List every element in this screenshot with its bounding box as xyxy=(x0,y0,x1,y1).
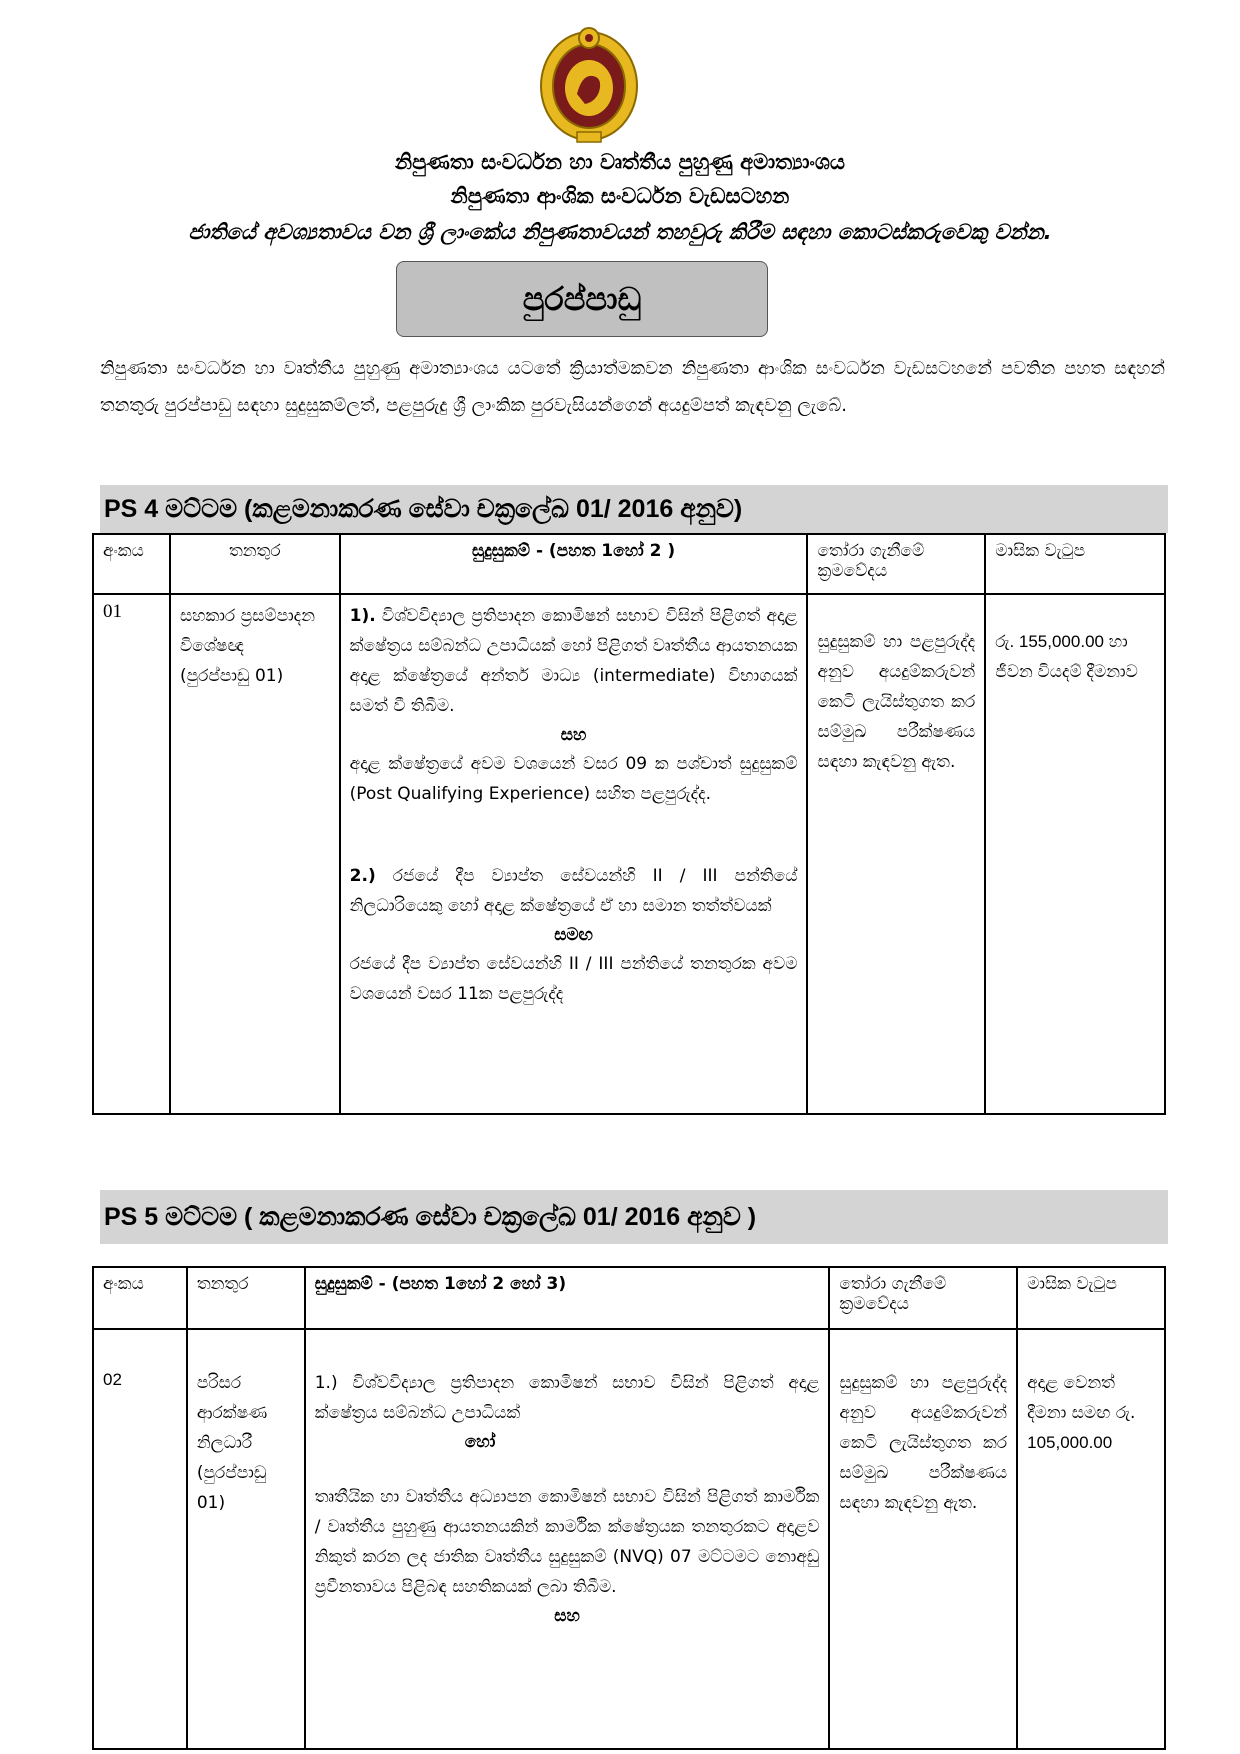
section1-band: PS 4 මට්ටම (කළමනාකරණ සේවා චක්‍රලේඛ 01/ 2016 අනුව) xyxy=(100,485,1168,533)
conjunction-and: සහ xyxy=(560,725,587,745)
slogan: ජාතියේ අවශ්‍යතාවය වන ශ්‍රී ලාංකේය නිපුණතාවයන් තහවුරු කිරීම සඳහා කොටස්කරුවෙකු වන්න. xyxy=(188,220,1052,244)
conjunction-and: සහ xyxy=(554,1606,580,1626)
col-post-header: තනතුර xyxy=(187,1267,305,1329)
qual1-text: විශ්වවිද්‍යාල ප්‍රතිපාදන කොමිෂන් සභාව විසින් පිළිගත් අදාළ ක්ෂේත්‍රය සම්බන්ධ උපාධියක් හෝ පිළිගත් වෘත්තීය ආයතනයක අදාළ ක්ෂේත්‍රයේ අන්තර් මාධ්‍ය (intermediate) විභාගයක් සමත් වී තිබීම. xyxy=(349,606,798,716)
qual1-number: 1). xyxy=(349,606,376,626)
qualification-cell xyxy=(305,1329,830,1749)
qual2-number: 2.) xyxy=(349,866,376,886)
qual2-text: රජයේ දීප ව්‍යාප්ත සේවයන්හි II / III පන්තියේ නිලධාරියෙකු හෝ අදාළ ක්ෂේත්‍රයේ ඒ හා සමාන තත්ත්වයක් xyxy=(349,866,798,916)
table-row xyxy=(93,1329,1165,1749)
vacancies-title xyxy=(396,261,768,337)
method-cell xyxy=(829,1329,1017,1749)
col-salary-header: මාසික වැටුප xyxy=(985,534,1165,594)
section2-band: PS 5 මට්ටම ( කළමනාකරණ සේවා චක්‍රලේඛ 01/ 2016 අනුව ) xyxy=(100,1190,1168,1244)
col-no-header: අංකය xyxy=(93,534,170,594)
col-no-header: අංකය xyxy=(93,1267,187,1329)
salary-cell xyxy=(1017,1329,1165,1749)
col-qual-header: සුදුසුකම් - (පහත 1හෝ 2 හෝ 3) xyxy=(305,1267,830,1329)
section2-header-row xyxy=(93,1267,1165,1329)
qual1b-text: තෘතීයික හා වෘත්තීය අධ්‍යාපන කොමිෂන් සභාව විසින් පිළිගත් කාර්මික / වෘත්තීය පුහුණු ආයතනයකින් කාර්මික ක්ෂේත්‍රයක තනතුරකට අදාළව නිකුත් කරන ලද ජාතික වෘත්තීය සුදුසුකම් (NVQ) 07 මට්ටමට නොඅඩු ප්‍රවීනතාවය පිළිබඳ සහතිකයක් ලබා තිබීම. xyxy=(314,1487,820,1597)
col-salary-header: මාසික වැටුප xyxy=(1017,1267,1165,1329)
qual1b-text: අදාළ ක්ෂේත්‍රයේ අවම වශයෙන් වසර 09 ක පශ්චාත් සුදුසුකම් (Post Qualifying Experience) සහිත පළපුරුද්ද. xyxy=(349,754,798,804)
qual1-number: 1.) xyxy=(314,1373,338,1393)
col-method-header: තෝරා ගැනීමේ ක්‍රමවේදය xyxy=(807,534,985,594)
qual1-text: විශ්වවිද්‍යාල ප්‍රතිපාදන කොමිෂන් සභාව විසින් පිළිගත් අදාළ ක්ෂේත්‍රය සම්බන්ධ උපාධියක් xyxy=(314,1373,820,1423)
col-post-header: තනතුර xyxy=(170,534,340,594)
col-method-header: තෝරා ගැනීමේ ක්‍රමවේදය xyxy=(829,1267,1017,1329)
conjunction-or: හෝ xyxy=(464,1432,496,1452)
post-cell xyxy=(170,594,340,1114)
row-number: 01 xyxy=(93,594,170,1114)
post-count: (පුරප්පාඩු 01) xyxy=(179,666,284,686)
post-name: පරිසර ආරක්ෂණ නිලධාරී xyxy=(196,1373,268,1453)
conjunction-with: සමඟ xyxy=(554,925,593,945)
salary-amount: 105,000.00 xyxy=(1027,1433,1113,1452)
method-text: සුදුසුකම් හා පළපුරුද්ද අනුව අයදුම්කරුවන් කෙටි ලැයිස්තුගත කර සම්මුඛ පරීක්ෂණය සඳහා කැඳවනු ඇත. xyxy=(817,632,976,772)
salary-cell xyxy=(985,594,1165,1114)
salary-text: රු. 155,000.00 හා ජීවන වියදම් දීමනාව xyxy=(995,632,1138,681)
section2-table xyxy=(92,1266,1166,1750)
row-number: 02 xyxy=(93,1329,187,1749)
ministry-name: නිපුණතා සංවර්ධන හා වෘත්තීය පුහුණු අමාත්‍යාංශය xyxy=(395,150,845,174)
salary-text: අදාළ වෙනත් දීමනා සමඟ රු. xyxy=(1027,1373,1136,1423)
qual2b-text: රජයේ දීප ව්‍යාප්ත සේවයන්හි II / III පන්තියේ තනතුරක අවම වශයෙන් වසර 11ක පළපුරුද්ද xyxy=(349,954,798,1004)
post-count: (පුරප්පාඩු 01) xyxy=(196,1463,267,1513)
method-text: සුදුසුකම් හා පළපුරුද්ද අනුව අයදුම්කරුවන් කෙටි ලැයිස්තුගත කර සම්මුඛ පරීක්ෂණය සඳහා කැඳවනු ඇත. xyxy=(839,1373,1008,1513)
post-name: සහකාර ප්‍රසම්පාදන විශේෂඥ xyxy=(179,606,316,656)
table-row xyxy=(93,594,1165,1114)
col-qual-header: සුදුසුකම් - (පහත 1හෝ 2 ) xyxy=(340,534,808,594)
vacancies-title-text: පුරප්පාඩු xyxy=(522,279,642,318)
qualification-cell xyxy=(340,594,808,1114)
programme-name: නිපුණතා ආංශික සංවර්ධන වැඩසටහන xyxy=(450,184,790,208)
national-emblem-icon xyxy=(537,24,641,144)
method-cell xyxy=(807,594,985,1114)
section1-header-row xyxy=(93,534,1165,594)
post-cell xyxy=(187,1329,305,1749)
intro-paragraph: නිපුණතා සංවර්ධන හා වෘත්තීය පුහුණු අමාත්‍යාංශය යටතේ ක්‍රියාත්මකවන නිපුණතා ආංශික සංවර්ධන වැඩසටහනේ පවතින පහත සඳහන් තනතුරු පුරප්පාඩු සඳහා සුදුසුකම්ලත්, පළපුරුදු ශ්‍රී ලාංකික පුරවැසියන්ගෙන් අයදුම්පත් කැඳවනු ලැබේ. xyxy=(100,358,1165,416)
section1-table xyxy=(92,533,1166,1115)
